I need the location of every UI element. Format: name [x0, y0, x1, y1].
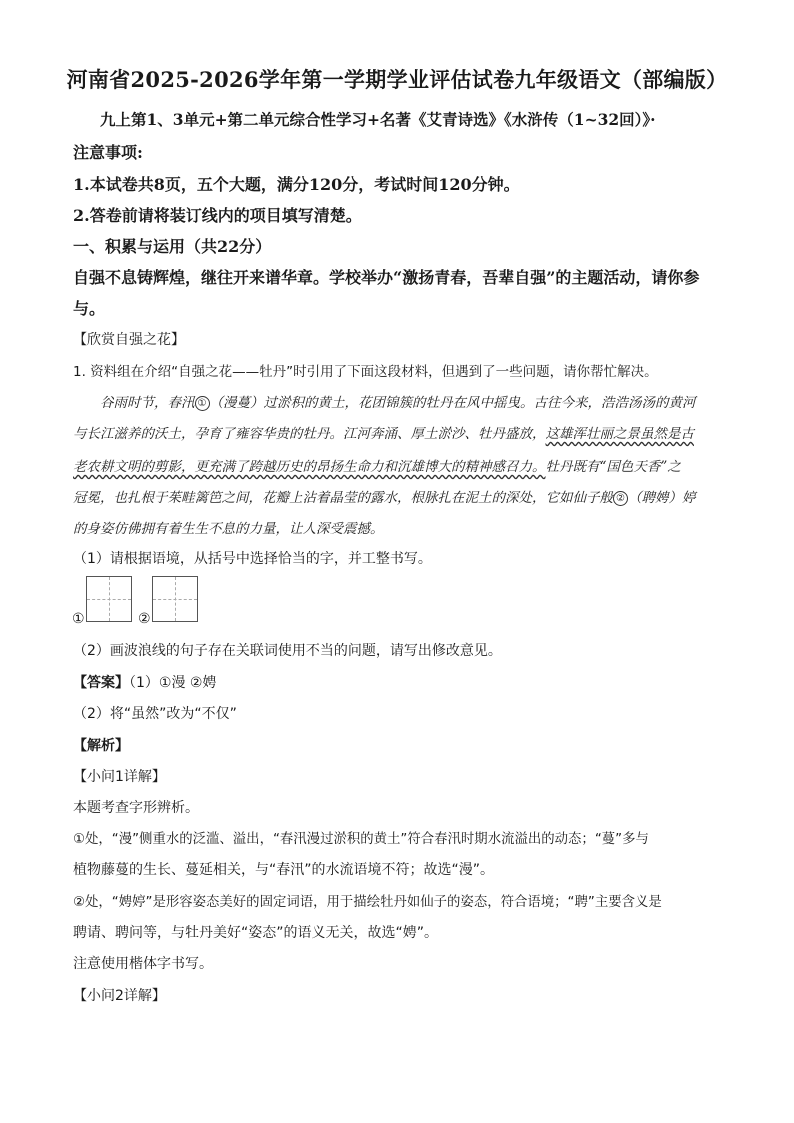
answer-line-1: 【答案】（1）①漫 ②娉 [73, 675, 217, 691]
sub-question-1: （1）请根据语境，从括号中选择恰当的字，并工整书写。 [73, 551, 432, 567]
detail-2-label: 【小问2详解】 [73, 988, 166, 1004]
analysis-label: 【解析】 [73, 738, 129, 754]
block-title: 【欣赏自强之花】 [73, 332, 185, 348]
notice-heading: 注意事项: [73, 143, 143, 162]
detail-1-text-3: 植物藤蔓的生长、蔓延相关，与“春汛”的水流语境不符；故选“漫”。 [73, 862, 495, 878]
notice-item-1: 1.本试卷共8页，五个大题，满分120分，考试时间120分钟。 [73, 175, 520, 194]
detail-1-text-5: 聘请、聘问等，与牡丹美好“姿态”的语义无关，故选“娉”。 [73, 925, 439, 941]
intro-text-line-1: 自强不息铸辉煌，继往开来谱华章。学校举办“激扬青春，吾辈自强”的主题活动，请你参 [73, 268, 700, 287]
blank-1-marker: ① [195, 396, 210, 411]
writing-box-1-label: ① [72, 611, 85, 627]
passage-line-4: 冠冕，也扎根于茱畦篱笆之间，花瓣上沾着晶莹的露水，根脉扎在泥土的深处，它如仙子般 ② （聘娉）婷 [73, 490, 696, 506]
wavy-underline-sentence: 这雄浑壮丽之景虽然是古 [545, 426, 694, 442]
wavy-underline-sentence-cont: 老农耕文明的剪影，更充满了跨越历史的昂扬生命力和沉雄博大的精神感召力。 [73, 459, 546, 475]
section-heading: 一、积累与运用（共22分） [73, 237, 272, 256]
detail-1-text-4: ②处，“娉婷”是形容姿态美好的固定词语，用于描绘牡丹如仙子的姿态，符合语境；“聘”主要含义是 [73, 895, 662, 910]
page-title: 河南省2025-2026学年第一学期学业评估试卷九年级语文（部编版） [66, 67, 728, 92]
writing-box-2[interactable] [152, 576, 198, 622]
question-1: 1. 资料组在介绍“自强之花——牡丹”时引用了下面这段材料，但遇到了一些问题，请你帮忙解决。 [73, 364, 658, 380]
sub-question-2: （2）画波浪线的句子存在关联词使用不当的问题，请写出修改意见。 [73, 643, 502, 659]
passage-line-5: 的身姿仿佛拥有着生生不息的力量，让人深受震撼。 [73, 521, 384, 537]
passage-line-2: 与长江滋养的沃土，孕育了雍容华贵的牡丹。江河奔涌、厚土淤沙、牡丹盛放，这雄浑壮丽之景虽然是古 [73, 426, 694, 442]
writing-box-1[interactable] [86, 576, 132, 622]
detail-1-text-1: 本题考查字形辨析。 [73, 800, 199, 816]
passage-line-3: 老农耕文明的剪影，更充满了跨越历史的昂扬生命力和沉雄博大的精神感召力。牡丹既有“国色天香”之 [73, 459, 681, 475]
detail-1-label: 【小问1详解】 [73, 769, 166, 785]
detail-1-text-6: 注意使用楷体字书写。 [73, 956, 213, 972]
intro-text-line-2: 与。 [73, 299, 106, 318]
notice-item-2: 2.答卷前请将装订线内的项目填写清楚。 [73, 206, 362, 225]
writing-box-2-label: ② [138, 611, 151, 627]
exam-scope: 九上第1、3单元+第二单元综合性学习+名著《艾青诗选》《水浒传（1~32回）》· [100, 110, 656, 129]
detail-1-text-2: ①处，“漫”侧重水的泛滥、溢出，“春汛漫过淤积的黄土”符合春汛时期水流溢出的动态；“蔓”多与 [73, 832, 649, 847]
passage-line-1: 谷雨时节，春汛 ① （漫蔓）过淤积的黄土，花团锦簇的牡丹在风中摇曳。古往今来，浩浩汤汤的黄河 [100, 395, 696, 411]
answer-line-2: （2）将“虽然”改为“不仅” [73, 706, 237, 722]
blank-2-marker: ② [613, 491, 628, 506]
answer-label: 【答案】 [73, 675, 129, 691]
